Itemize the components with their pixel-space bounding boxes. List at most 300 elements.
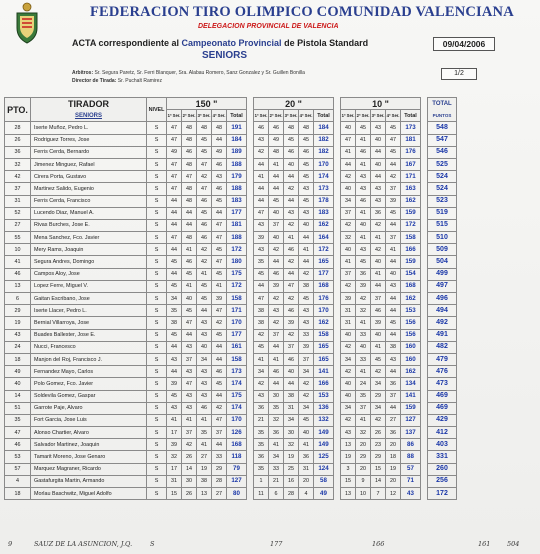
cell-pto: 14 (5, 390, 31, 402)
gap (334, 232, 341, 244)
cell-10-series: 44 (371, 146, 386, 158)
cell-name: Cirera Porta, Gustavo (31, 171, 147, 183)
cell-10-series: 43 (371, 195, 386, 207)
grand-total-sub: PUNTOS (428, 110, 457, 122)
gap (421, 439, 428, 451)
cell-10-total: 156 (401, 329, 421, 341)
gap (247, 463, 254, 475)
cell-150-series: 48 (182, 122, 197, 134)
cell-10-series: 46 (371, 305, 386, 317)
cell-150-series: 45 (197, 146, 212, 158)
cell-10-series: 34 (341, 195, 356, 207)
cell-150-total: 173 (227, 366, 247, 378)
cell-nivel: S (147, 183, 167, 195)
cell-grand-total: 515 (428, 219, 457, 231)
cell-pto: 6 (5, 293, 31, 305)
cell-150-series: 46 (212, 183, 227, 195)
gap (334, 219, 341, 231)
cell-150-total: 126 (227, 427, 247, 439)
cell-150-series: 42 (212, 317, 227, 329)
cell-20-total: 165 (314, 341, 334, 353)
cell-10-series: 44 (386, 256, 401, 268)
cell-150-series: 45 (212, 195, 227, 207)
cell-150-series: 37 (212, 427, 227, 439)
cell-pto: 13 (5, 280, 31, 292)
cell-150-total: 177 (227, 207, 247, 219)
cell-10-total: 173 (401, 122, 421, 134)
gap (334, 158, 341, 170)
cell-20-series: 6 (269, 488, 284, 500)
cell-20-series: 45 (254, 268, 269, 280)
cell-name: Martinez Salido, Eugenio (31, 183, 147, 195)
cell-20-series: 40 (284, 158, 299, 170)
cell-20-series: 46 (269, 122, 284, 134)
cell-150-series: 44 (212, 439, 227, 451)
cell-20-total: 136 (314, 402, 334, 414)
cell-20-series: 43 (299, 183, 314, 195)
gap (421, 219, 428, 231)
acta-suffix: de Pistola Standard (284, 38, 369, 48)
director-line (72, 78, 162, 84)
table-row (5, 293, 457, 305)
cell-20-series: 44 (269, 171, 284, 183)
cell-20-series: 36 (254, 451, 269, 463)
cell-20-series: 44 (254, 183, 269, 195)
cell-10-series: 46 (356, 195, 371, 207)
cell-10-series: 9 (356, 475, 371, 487)
cell-name: Tamarit Moreno, Jose Genaro (31, 451, 147, 463)
gap (334, 305, 341, 317)
gap (247, 171, 254, 183)
cell-20-series: 45 (299, 195, 314, 207)
director-label: Director de Tirada: (72, 78, 117, 84)
cell-150-series: 44 (212, 341, 227, 353)
cell-10-series: 41 (386, 244, 401, 256)
gap (247, 329, 254, 341)
cell-name: Ferris Cerda, Francisco (31, 195, 147, 207)
gap (334, 439, 341, 451)
table-row (5, 268, 457, 280)
cell-150-series: 29 (212, 463, 227, 475)
cell-20-total: 149 (314, 439, 334, 451)
cell-20-series: 42 (299, 268, 314, 280)
cell-pto: 24 (5, 341, 31, 353)
cell-20-series: 46 (284, 305, 299, 317)
cell-20-total: 177 (314, 268, 334, 280)
table-row (5, 256, 457, 268)
cell-nivel: S (147, 244, 167, 256)
cell-10-series: 45 (371, 353, 386, 365)
table-row (5, 158, 457, 170)
cell-150-series: 41 (197, 414, 212, 426)
gap (247, 439, 254, 451)
cell-20-series: 45 (299, 171, 314, 183)
col-pto: PTO. (5, 98, 31, 122)
gap (247, 219, 254, 231)
cell-10-total: 162 (401, 195, 421, 207)
cell-150-series: 44 (182, 207, 197, 219)
cell-150-series: 37 (182, 353, 197, 365)
cell-150-series: 41 (197, 439, 212, 451)
cell-150-series: 13 (197, 488, 212, 500)
cell-10-series: 15 (371, 463, 386, 475)
handwritten-total-20: 166 (372, 540, 385, 548)
gap (421, 366, 428, 378)
cell-20-series: 47 (284, 280, 299, 292)
cell-nivel: S (147, 195, 167, 207)
cell-10-series: 13 (341, 439, 356, 451)
cell-20-total: 141 (314, 366, 334, 378)
cell-20-series: 21 (254, 414, 269, 426)
cell-10-series: 20 (356, 463, 371, 475)
col-tirador: TIRADOR (31, 98, 147, 110)
cell-10-series: 18 (386, 451, 401, 463)
cell-150-series: 45 (212, 268, 227, 280)
cell-pto: 32 (5, 158, 31, 170)
acta-prefix: ACTA correspondiente al (72, 38, 180, 48)
gap (421, 256, 428, 268)
gap (334, 353, 341, 365)
gap (334, 427, 341, 439)
cell-20-series: 37 (284, 341, 299, 353)
ser-10-3: 3ª Ser. (371, 110, 386, 122)
cell-20-series: 44 (299, 256, 314, 268)
cell-150-total: 177 (227, 329, 247, 341)
cell-10-series: 32 (356, 427, 371, 439)
cell-10-series: 45 (386, 146, 401, 158)
gap (334, 256, 341, 268)
cell-150-series: 47 (197, 158, 212, 170)
cell-10-series: 40 (371, 158, 386, 170)
cell-20-series: 44 (284, 378, 299, 390)
cell-150-total: 171 (227, 305, 247, 317)
acta-event: Campeonato Provincial (181, 38, 282, 48)
cell-nivel: S (147, 280, 167, 292)
cell-20-series: 43 (284, 207, 299, 219)
cell-20-series: 42 (254, 378, 269, 390)
gap (247, 427, 254, 439)
gap (334, 414, 341, 426)
cell-10-series: 24 (356, 378, 371, 390)
cell-pto: 19 (5, 317, 31, 329)
cell-10-total: 134 (401, 378, 421, 390)
cell-10-series: 42 (341, 366, 356, 378)
cell-nivel: S (147, 366, 167, 378)
cell-pto: 43 (5, 329, 31, 341)
cell-grand-total: 504 (428, 256, 457, 268)
cell-150-series: 43 (197, 378, 212, 390)
cell-pto: 41 (5, 256, 31, 268)
cell-150-series: 41 (182, 280, 197, 292)
gap (247, 402, 254, 414)
cell-20-series: 33 (269, 463, 284, 475)
cell-grand-total: 403 (428, 439, 457, 451)
cell-nivel: S (147, 451, 167, 463)
cell-150-series: 43 (197, 317, 212, 329)
cell-grand-total: 497 (428, 280, 457, 292)
gap (247, 207, 254, 219)
cell-150-total: 189 (227, 146, 247, 158)
cell-nivel: S (147, 305, 167, 317)
cell-20-series: 45 (254, 341, 269, 353)
gap (247, 256, 254, 268)
cell-name: Morlau Baschwitz, Miguel Adolfo (31, 488, 147, 500)
cell-150-series: 41 (167, 414, 182, 426)
cell-10-series: 41 (356, 232, 371, 244)
cell-grand-total: 469 (428, 390, 457, 402)
cell-10-series: 41 (341, 146, 356, 158)
total-10-header: Total (401, 110, 421, 122)
cell-150-series: 48 (197, 122, 212, 134)
cell-10-series: 36 (356, 268, 371, 280)
cell-10-series: 42 (371, 219, 386, 231)
gap (421, 244, 428, 256)
cell-150-series: 42 (197, 171, 212, 183)
cell-150-total: 158 (227, 293, 247, 305)
federation-crest-logo (14, 2, 40, 44)
cell-name: Alonso Chartier, Alvaro (31, 427, 147, 439)
table-row (5, 353, 457, 365)
cell-150-total: 161 (227, 341, 247, 353)
handwritten-pto: 9 (8, 540, 13, 548)
cell-20-total: 125 (314, 451, 334, 463)
cell-10-series: 39 (341, 293, 356, 305)
ser-20-2: 2ª Ser. (269, 110, 284, 122)
cell-20-series: 40 (284, 366, 299, 378)
cell-20-series: 44 (269, 183, 284, 195)
cell-20-total: 174 (314, 171, 334, 183)
cell-grand-total: 548 (428, 122, 457, 134)
cell-name: Buades Ballester, Jose E. (31, 329, 147, 341)
cell-150-series: 45 (182, 268, 197, 280)
cell-20-series: 38 (299, 280, 314, 292)
cell-10-series: 43 (371, 122, 386, 134)
cell-150-total: 127 (227, 475, 247, 487)
cell-10-series: 44 (386, 329, 401, 341)
cell-150-series: 39 (167, 378, 182, 390)
table-row (5, 280, 457, 292)
cell-name: Iserte Llacer, Pedro L. (31, 305, 147, 317)
cell-20-series: 35 (254, 427, 269, 439)
cell-150-series: 47 (167, 134, 182, 146)
cell-20-total: 178 (314, 195, 334, 207)
gap (334, 402, 341, 414)
cell-150-series: 39 (212, 293, 227, 305)
cell-10-series: 41 (356, 158, 371, 170)
cell-10-series: 42 (341, 280, 356, 292)
cell-nivel: S (147, 232, 167, 244)
cell-grand-total: 494 (428, 305, 457, 317)
gap (334, 390, 341, 402)
cell-20-series: 41 (299, 244, 314, 256)
cell-10-series: 33 (356, 329, 371, 341)
cell-name: Salvador Martinez, Joaquin (31, 439, 147, 451)
cell-20-series: 35 (254, 256, 269, 268)
cell-10-series: 42 (341, 414, 356, 426)
cell-10-total: 159 (401, 256, 421, 268)
cell-grand-total: 510 (428, 232, 457, 244)
cell-20-series: 37 (269, 329, 284, 341)
cell-20-series: 1 (254, 475, 269, 487)
cell-nivel: S (147, 329, 167, 341)
cell-pto: 35 (5, 414, 31, 426)
cell-150-series: 45 (182, 305, 197, 317)
cell-pto: 53 (5, 451, 31, 463)
cell-150-total: 180 (227, 256, 247, 268)
cell-10-series: 44 (386, 293, 401, 305)
cell-grand-total: 525 (428, 158, 457, 170)
cell-pto: 37 (5, 183, 31, 195)
cell-20-series: 42 (299, 378, 314, 390)
cell-pto: 55 (5, 232, 31, 244)
cell-20-series: 4 (299, 488, 314, 500)
gap (334, 341, 341, 353)
cell-10-series: 42 (371, 366, 386, 378)
cell-150-series: 27 (197, 451, 212, 463)
cell-pto: 26 (5, 134, 31, 146)
cell-150-series: 44 (167, 268, 182, 280)
cell-20-series: 41 (299, 439, 314, 451)
cell-20-series: 48 (299, 122, 314, 134)
cell-20-series: 43 (299, 207, 314, 219)
cell-150-series: 32 (167, 451, 182, 463)
cell-20-total: 153 (314, 390, 334, 402)
cell-grand-total: 492 (428, 317, 457, 329)
cell-20-series: 41 (254, 171, 269, 183)
cell-grand-total: 479 (428, 353, 457, 365)
cell-20-series: 19 (284, 451, 299, 463)
cell-10-series: 45 (356, 122, 371, 134)
gap (421, 293, 428, 305)
gap (247, 475, 254, 487)
cell-150-series: 48 (212, 122, 227, 134)
cell-10-total: 162 (401, 366, 421, 378)
cell-20-series: 42 (269, 244, 284, 256)
cell-150-series: 45 (212, 329, 227, 341)
cell-20-series: 11 (254, 488, 269, 500)
cell-20-series: 49 (269, 134, 284, 146)
cell-20-series: 25 (284, 463, 299, 475)
cell-150-series: 17 (167, 463, 182, 475)
cell-150-total: 188 (227, 232, 247, 244)
cell-150-series: 47 (182, 171, 197, 183)
cell-20-total: 182 (314, 146, 334, 158)
cell-10-series: 38 (386, 341, 401, 353)
cell-150-series: 26 (182, 451, 197, 463)
cell-20-series: 43 (254, 219, 269, 231)
cell-20-series: 39 (284, 317, 299, 329)
cell-20-series: 44 (254, 158, 269, 170)
cell-150-series: 43 (182, 390, 197, 402)
cell-20-series: 42 (284, 219, 299, 231)
cell-10-series: 41 (371, 341, 386, 353)
gap (247, 195, 254, 207)
cell-grand-total: 256 (428, 475, 457, 487)
gap (421, 195, 428, 207)
cell-150-total: 188 (227, 183, 247, 195)
cell-150-series: 40 (182, 293, 197, 305)
cell-10-series: 43 (356, 183, 371, 195)
cell-10-series: 39 (371, 317, 386, 329)
table-row (5, 183, 457, 195)
cell-20-series: 42 (269, 317, 284, 329)
cell-150-series: 44 (167, 341, 182, 353)
date-box: 09/04/2006 (433, 37, 495, 51)
cell-20-series: 36 (299, 451, 314, 463)
cell-10-series: 47 (386, 134, 401, 146)
gap (334, 475, 341, 487)
cell-20-series: 42 (284, 183, 299, 195)
cell-grand-total: 496 (428, 293, 457, 305)
cell-name: Manjon del Roj, Francisco J. (31, 353, 147, 365)
cell-20-series: 45 (299, 293, 314, 305)
cell-grand-total: 547 (428, 134, 457, 146)
gap (247, 98, 254, 122)
cell-pto: 57 (5, 463, 31, 475)
cell-20-series: 32 (284, 439, 299, 451)
gap (421, 122, 428, 134)
cell-grand-total: 524 (428, 171, 457, 183)
cell-grand-total: 519 (428, 207, 457, 219)
cell-10-series: 27 (386, 414, 401, 426)
cell-150-series: 47 (167, 171, 182, 183)
cell-10-series: 40 (371, 134, 386, 146)
cell-150-series: 42 (212, 402, 227, 414)
gap (421, 329, 428, 341)
cell-10-series: 40 (386, 268, 401, 280)
cell-150-series: 44 (212, 390, 227, 402)
cell-20-series: 40 (299, 219, 314, 231)
cell-150-series: 44 (212, 134, 227, 146)
gap (247, 390, 254, 402)
cell-150-total: 174 (227, 402, 247, 414)
arbitros-line (72, 70, 305, 76)
page-subtitle: DELEGACION PROVINCIAL DE VALENCIA (198, 23, 339, 30)
cell-10-series: 40 (356, 341, 371, 353)
cell-20-series: 40 (269, 207, 284, 219)
gap (247, 317, 254, 329)
cell-150-series: 47 (212, 232, 227, 244)
cell-grand-total: 491 (428, 329, 457, 341)
table-row (5, 171, 457, 183)
cell-150-series: 14 (182, 463, 197, 475)
cell-10-series: 7 (371, 488, 386, 500)
cell-150-series: 44 (212, 353, 227, 365)
gap (334, 183, 341, 195)
table-row (5, 329, 457, 341)
cell-grand-total: 482 (428, 341, 457, 353)
cell-name: Soldevila Gomez, Gaspar (31, 390, 147, 402)
cell-150-total: 175 (227, 268, 247, 280)
gap (421, 390, 428, 402)
cell-20-series: 39 (254, 232, 269, 244)
cell-150-total: 179 (227, 171, 247, 183)
cell-pto: 49 (5, 366, 31, 378)
cell-name: Nucci, Francesco (31, 341, 147, 353)
cell-10-series: 37 (371, 293, 386, 305)
cell-150-series: 42 (197, 244, 212, 256)
gap (247, 158, 254, 170)
cell-20-series: 21 (269, 475, 284, 487)
cell-150-series: 46 (197, 232, 212, 244)
cell-10-series: 40 (371, 256, 386, 268)
cell-150-series: 38 (197, 475, 212, 487)
cell-20-series: 37 (269, 219, 284, 231)
cell-150-total: 170 (227, 317, 247, 329)
gap (247, 280, 254, 292)
cell-20-series: 45 (269, 195, 284, 207)
cell-nivel: S (147, 146, 167, 158)
